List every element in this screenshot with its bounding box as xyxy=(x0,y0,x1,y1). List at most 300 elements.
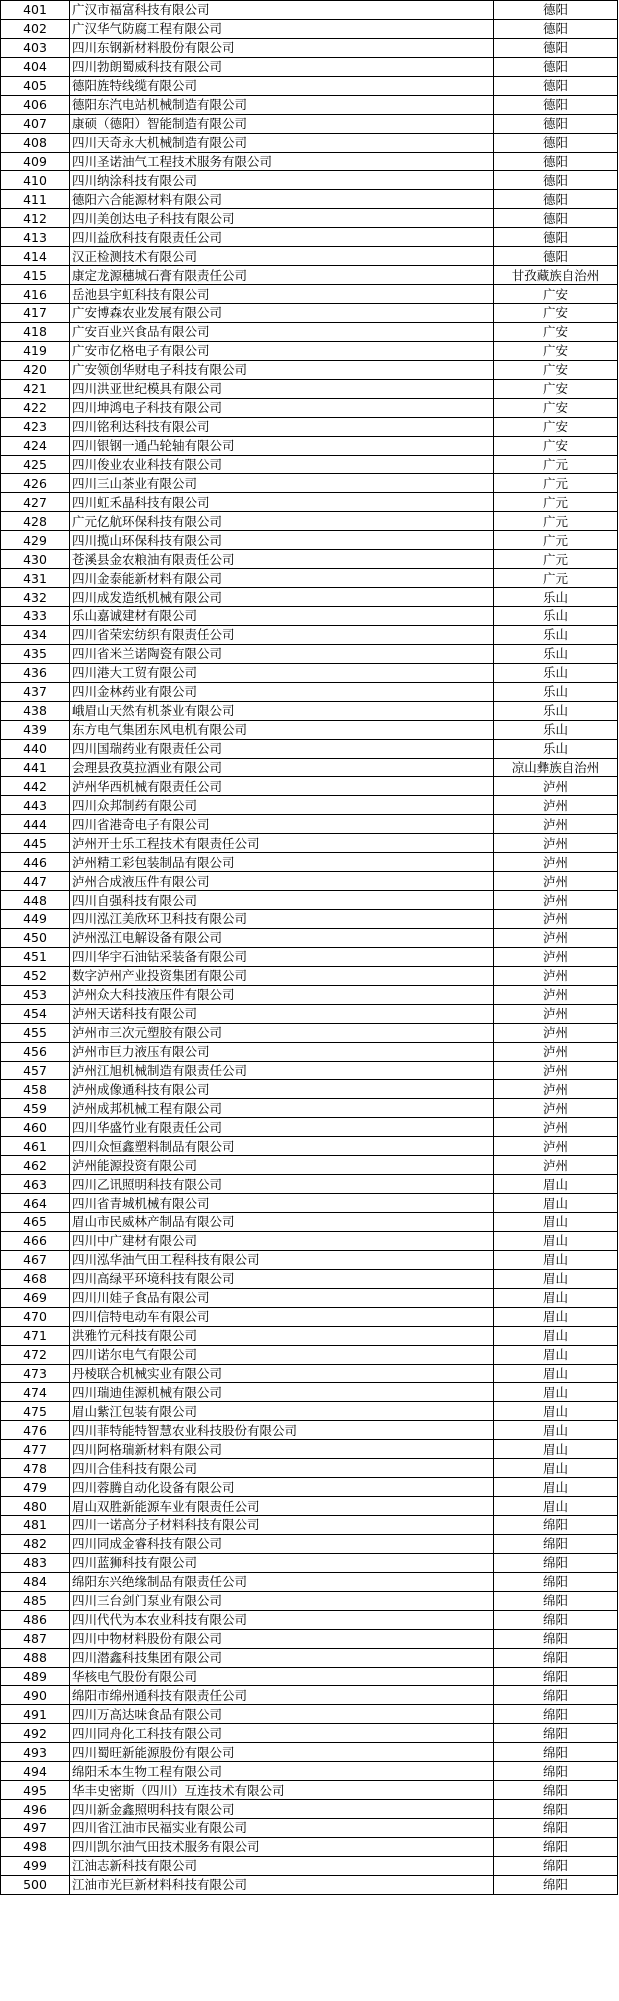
company-name: 四川天奇永大机械制造有限公司 xyxy=(70,133,494,152)
city-name: 德阳 xyxy=(494,209,618,228)
company-name: 泸州华西机械有限责任公司 xyxy=(70,777,494,796)
table-row xyxy=(1,1743,618,1762)
row-number: 480 xyxy=(1,1497,70,1516)
row-number: 486 xyxy=(1,1610,70,1629)
company-name: 四川菲特能特智慧农业科技股份有限公司 xyxy=(70,1421,494,1440)
company-name: 泸州市巨力液压有限公司 xyxy=(70,1042,494,1061)
table-row xyxy=(1,910,618,929)
company-name: 四川洪亚世纪模具有限公司 xyxy=(70,379,494,398)
table-row xyxy=(1,1269,618,1288)
table-row xyxy=(1,76,618,95)
city-name: 绵阳 xyxy=(494,1667,618,1686)
company-name: 四川蓉腾自动化设备有限公司 xyxy=(70,1478,494,1497)
row-number: 431 xyxy=(1,569,70,588)
city-name: 广安 xyxy=(494,398,618,417)
table-row xyxy=(1,1459,618,1478)
row-number: 473 xyxy=(1,1364,70,1383)
company-name: 四川代代为本农业科技有限公司 xyxy=(70,1610,494,1629)
city-name: 广元 xyxy=(494,455,618,474)
table-row xyxy=(1,1,618,20)
row-number: 445 xyxy=(1,834,70,853)
table-row xyxy=(1,569,618,588)
city-name: 绵阳 xyxy=(494,1610,618,1629)
table-row xyxy=(1,1819,618,1838)
row-number: 440 xyxy=(1,739,70,758)
company-name: 四川华盛竹业有限责任公司 xyxy=(70,1118,494,1137)
city-name: 绵阳 xyxy=(494,1553,618,1572)
table-row xyxy=(1,834,618,853)
row-number: 409 xyxy=(1,152,70,171)
company-name: 眉山紫江包装有限公司 xyxy=(70,1402,494,1421)
company-name: 四川凯尔油气田技术服务有限公司 xyxy=(70,1837,494,1856)
city-name: 泸州 xyxy=(494,834,618,853)
row-number: 406 xyxy=(1,95,70,114)
company-name: 四川新金鑫照明科技有限公司 xyxy=(70,1800,494,1819)
table-row xyxy=(1,588,618,607)
row-number: 488 xyxy=(1,1648,70,1667)
company-name: 广汉市福富科技有限公司 xyxy=(70,1,494,20)
company-name: 洪雅竹元科技有限公司 xyxy=(70,1326,494,1345)
city-name: 广安 xyxy=(494,360,618,379)
city-name: 绵阳 xyxy=(494,1800,618,1819)
company-name: 四川华宇石油钻采装备有限公司 xyxy=(70,947,494,966)
table-row xyxy=(1,190,618,209)
table-row xyxy=(1,607,618,626)
table-row xyxy=(1,1080,618,1099)
city-name: 眉山 xyxy=(494,1345,618,1364)
city-name: 眉山 xyxy=(494,1175,618,1194)
company-name: 广安领创华财电子科技有限公司 xyxy=(70,360,494,379)
table-row xyxy=(1,266,618,285)
row-number: 497 xyxy=(1,1819,70,1838)
city-name: 广安 xyxy=(494,304,618,323)
city-name: 眉山 xyxy=(494,1459,618,1478)
city-name: 广安 xyxy=(494,285,618,304)
row-number: 477 xyxy=(1,1440,70,1459)
company-name: 泸州天诺科技有限公司 xyxy=(70,1004,494,1023)
company-name: 四川泓江美欣环卫科技有限公司 xyxy=(70,910,494,929)
row-number: 403 xyxy=(1,38,70,57)
row-number: 474 xyxy=(1,1383,70,1402)
row-number: 419 xyxy=(1,341,70,360)
table-row xyxy=(1,1705,618,1724)
city-name: 泸州 xyxy=(494,796,618,815)
table-row xyxy=(1,872,618,891)
city-name: 德阳 xyxy=(494,114,618,133)
table-row xyxy=(1,1875,618,1894)
row-number: 460 xyxy=(1,1118,70,1137)
table-row xyxy=(1,1364,618,1383)
company-name: 四川美创达电子科技有限公司 xyxy=(70,209,494,228)
row-number: 408 xyxy=(1,133,70,152)
company-name: 四川万高达味食品有限公司 xyxy=(70,1705,494,1724)
city-name: 乐山 xyxy=(494,644,618,663)
company-name: 东方电气集团东风电机有限公司 xyxy=(70,720,494,739)
table-row xyxy=(1,1648,618,1667)
city-name: 乐山 xyxy=(494,625,618,644)
city-name: 德阳 xyxy=(494,38,618,57)
company-name: 四川三山茶业有限公司 xyxy=(70,474,494,493)
row-number: 458 xyxy=(1,1080,70,1099)
city-name: 泸州 xyxy=(494,872,618,891)
row-number: 453 xyxy=(1,985,70,1004)
city-name: 泸州 xyxy=(494,1137,618,1156)
city-name: 眉山 xyxy=(494,1307,618,1326)
row-number: 420 xyxy=(1,360,70,379)
row-number: 493 xyxy=(1,1743,70,1762)
row-number: 437 xyxy=(1,682,70,701)
company-name: 泸州能源投资有限公司 xyxy=(70,1156,494,1175)
row-number: 447 xyxy=(1,872,70,891)
row-number: 427 xyxy=(1,493,70,512)
table-row xyxy=(1,95,618,114)
company-name: 四川一诺高分子材料科技有限公司 xyxy=(70,1516,494,1535)
company-name: 康硕（德阳）智能制造有限公司 xyxy=(70,114,494,133)
row-number: 401 xyxy=(1,1,70,20)
city-name: 泸州 xyxy=(494,985,618,1004)
company-name: 四川自强科技有限公司 xyxy=(70,891,494,910)
company-name: 四川省港奇电子有限公司 xyxy=(70,815,494,834)
city-name: 眉山 xyxy=(494,1231,618,1250)
table-row xyxy=(1,1572,618,1591)
city-name: 眉山 xyxy=(494,1288,618,1307)
row-number: 426 xyxy=(1,474,70,493)
row-number: 404 xyxy=(1,57,70,76)
city-name: 乐山 xyxy=(494,588,618,607)
city-name: 眉山 xyxy=(494,1194,618,1213)
city-name: 德阳 xyxy=(494,95,618,114)
table-row xyxy=(1,1421,618,1440)
city-name: 泸州 xyxy=(494,1080,618,1099)
row-number: 459 xyxy=(1,1099,70,1118)
company-name: 泸州众大科技液压件有限公司 xyxy=(70,985,494,1004)
table-row xyxy=(1,341,618,360)
company-name: 四川合佳科技有限公司 xyxy=(70,1459,494,1478)
table-row xyxy=(1,1497,618,1516)
company-name: 四川省米兰诺陶瓷有限公司 xyxy=(70,644,494,663)
table-row xyxy=(1,57,618,76)
row-number: 435 xyxy=(1,644,70,663)
company-name: 四川同舟化工科技有限公司 xyxy=(70,1724,494,1743)
table-row xyxy=(1,1326,618,1345)
company-name: 泸州开士乐工程技术有限责任公司 xyxy=(70,834,494,853)
row-number: 436 xyxy=(1,663,70,682)
company-name: 四川信特电动车有限公司 xyxy=(70,1307,494,1326)
row-number: 446 xyxy=(1,853,70,872)
city-name: 绵阳 xyxy=(494,1516,618,1535)
table-row xyxy=(1,682,618,701)
company-name: 四川中物材料股份有限公司 xyxy=(70,1629,494,1648)
row-number: 414 xyxy=(1,247,70,266)
city-name: 德阳 xyxy=(494,76,618,95)
city-name: 绵阳 xyxy=(494,1837,618,1856)
city-name: 广元 xyxy=(494,512,618,531)
row-number: 457 xyxy=(1,1061,70,1080)
row-number: 492 xyxy=(1,1724,70,1743)
row-number: 439 xyxy=(1,720,70,739)
row-number: 410 xyxy=(1,171,70,190)
table-row xyxy=(1,1213,618,1232)
city-name: 乐山 xyxy=(494,663,618,682)
city-name: 绵阳 xyxy=(494,1648,618,1667)
city-name: 泸州 xyxy=(494,966,618,985)
company-name: 四川坤鸿电子科技有限公司 xyxy=(70,398,494,417)
table-row xyxy=(1,1440,618,1459)
row-number: 490 xyxy=(1,1686,70,1705)
table-row xyxy=(1,1307,618,1326)
company-name: 绵阳东兴绝缘制品有限责任公司 xyxy=(70,1572,494,1591)
table-row xyxy=(1,796,618,815)
row-number: 482 xyxy=(1,1534,70,1553)
table-row xyxy=(1,550,618,569)
city-name: 绵阳 xyxy=(494,1875,618,1894)
city-name: 泸州 xyxy=(494,891,618,910)
city-name: 泸州 xyxy=(494,1004,618,1023)
table-row xyxy=(1,853,618,872)
row-number: 455 xyxy=(1,1023,70,1042)
company-name: 德阳六合能源材料有限公司 xyxy=(70,190,494,209)
table-row xyxy=(1,1231,618,1250)
company-name: 广元亿航环保科技有限公司 xyxy=(70,512,494,531)
table-row xyxy=(1,493,618,512)
company-name: 四川港大工贸有限公司 xyxy=(70,663,494,682)
city-name: 绵阳 xyxy=(494,1762,618,1781)
city-name: 广元 xyxy=(494,531,618,550)
city-name: 德阳 xyxy=(494,1,618,20)
row-number: 425 xyxy=(1,455,70,474)
row-number: 500 xyxy=(1,1875,70,1894)
city-name: 乐山 xyxy=(494,607,618,626)
table-row xyxy=(1,1534,618,1553)
company-name: 四川潜鑫科技集团有限公司 xyxy=(70,1648,494,1667)
row-number: 468 xyxy=(1,1269,70,1288)
row-number: 461 xyxy=(1,1137,70,1156)
company-name: 四川中广建材有限公司 xyxy=(70,1231,494,1250)
table-row xyxy=(1,1250,618,1269)
row-number: 405 xyxy=(1,76,70,95)
company-table-body xyxy=(1,1,618,1895)
company-name: 四川益欣科技有限责任公司 xyxy=(70,228,494,247)
city-name: 德阳 xyxy=(494,171,618,190)
table-row xyxy=(1,625,618,644)
table-row xyxy=(1,1137,618,1156)
company-name: 华丰史密斯（四川）互连技术有限公司 xyxy=(70,1781,494,1800)
city-name: 绵阳 xyxy=(494,1686,618,1705)
row-number: 416 xyxy=(1,285,70,304)
company-name: 广安市亿格电子有限公司 xyxy=(70,341,494,360)
company-name: 数字泸州产业投资集团有限公司 xyxy=(70,966,494,985)
city-name: 乐山 xyxy=(494,701,618,720)
company-name: 四川众邦制药有限公司 xyxy=(70,796,494,815)
table-row xyxy=(1,1553,618,1572)
city-name: 泸州 xyxy=(494,1042,618,1061)
row-number: 424 xyxy=(1,436,70,455)
row-number: 443 xyxy=(1,796,70,815)
table-row xyxy=(1,19,618,38)
company-name: 四川金泰能新材料有限公司 xyxy=(70,569,494,588)
city-name: 绵阳 xyxy=(494,1705,618,1724)
table-row xyxy=(1,436,618,455)
company-name: 四川省青城机械有限公司 xyxy=(70,1194,494,1213)
city-name: 乐山 xyxy=(494,720,618,739)
company-name: 广安百业兴食品有限公司 xyxy=(70,322,494,341)
company-name: 康定龙源穗城石膏有限责任公司 xyxy=(70,266,494,285)
company-name: 泸州成邦机械工程有限公司 xyxy=(70,1099,494,1118)
company-name: 四川金林药业有限公司 xyxy=(70,682,494,701)
company-name: 德阳旌特线缆有限公司 xyxy=(70,76,494,95)
table-row xyxy=(1,1402,618,1421)
city-name: 德阳 xyxy=(494,190,618,209)
city-name: 德阳 xyxy=(494,247,618,266)
city-name: 广安 xyxy=(494,379,618,398)
city-name: 绵阳 xyxy=(494,1534,618,1553)
company-name: 泸州精工彩包装制品有限公司 xyxy=(70,853,494,872)
company-name: 四川川娃子食品有限公司 xyxy=(70,1288,494,1307)
company-name: 四川蜀旺新能源股份有限公司 xyxy=(70,1743,494,1762)
city-name: 眉山 xyxy=(494,1213,618,1232)
company-name: 泸州合成液压件有限公司 xyxy=(70,872,494,891)
table-row xyxy=(1,1856,618,1875)
company-name: 会理县孜莫拉酒业有限公司 xyxy=(70,758,494,777)
city-name: 泸州 xyxy=(494,1023,618,1042)
table-row xyxy=(1,1345,618,1364)
city-name: 泸州 xyxy=(494,947,618,966)
city-name: 德阳 xyxy=(494,228,618,247)
table-row xyxy=(1,455,618,474)
city-name: 眉山 xyxy=(494,1497,618,1516)
row-number: 418 xyxy=(1,322,70,341)
company-name: 四川省江油市民福实业有限公司 xyxy=(70,1819,494,1838)
company-name: 四川瑞迪佳源机械有限公司 xyxy=(70,1383,494,1402)
company-name: 四川省荣宏纺织有限责任公司 xyxy=(70,625,494,644)
table-row xyxy=(1,720,618,739)
row-number: 466 xyxy=(1,1231,70,1250)
company-name: 四川纳涂科技有限公司 xyxy=(70,171,494,190)
row-number: 479 xyxy=(1,1478,70,1497)
company-name: 眉山市民威林产制品有限公司 xyxy=(70,1213,494,1232)
city-name: 乐山 xyxy=(494,682,618,701)
table-row xyxy=(1,947,618,966)
table-row xyxy=(1,1516,618,1535)
row-number: 472 xyxy=(1,1345,70,1364)
company-name: 泸州成像通科技有限公司 xyxy=(70,1080,494,1099)
city-name: 广安 xyxy=(494,436,618,455)
city-name: 泸州 xyxy=(494,1156,618,1175)
city-name: 眉山 xyxy=(494,1402,618,1421)
row-number: 469 xyxy=(1,1288,70,1307)
table-row xyxy=(1,38,618,57)
row-number: 496 xyxy=(1,1800,70,1819)
table-row xyxy=(1,1591,618,1610)
table-row xyxy=(1,1629,618,1648)
city-name: 泸州 xyxy=(494,853,618,872)
row-number: 470 xyxy=(1,1307,70,1326)
row-number: 448 xyxy=(1,891,70,910)
company-name: 四川阿格瑞新材料有限公司 xyxy=(70,1440,494,1459)
company-name: 泸州泓江电解设备有限公司 xyxy=(70,928,494,947)
city-name: 眉山 xyxy=(494,1383,618,1402)
row-number: 495 xyxy=(1,1781,70,1800)
company-name: 四川俊业农业科技有限公司 xyxy=(70,455,494,474)
row-number: 452 xyxy=(1,966,70,985)
company-name: 四川乙讯照明科技有限公司 xyxy=(70,1175,494,1194)
row-number: 467 xyxy=(1,1250,70,1269)
table-row xyxy=(1,985,618,1004)
city-name: 广元 xyxy=(494,569,618,588)
city-name: 泸州 xyxy=(494,777,618,796)
table-row xyxy=(1,701,618,720)
city-name: 绵阳 xyxy=(494,1781,618,1800)
table-row xyxy=(1,928,618,947)
city-name: 泸州 xyxy=(494,815,618,834)
row-number: 462 xyxy=(1,1156,70,1175)
table-row xyxy=(1,1042,618,1061)
company-name: 四川虹禾晶科技有限公司 xyxy=(70,493,494,512)
row-number: 475 xyxy=(1,1402,70,1421)
row-number: 491 xyxy=(1,1705,70,1724)
row-number: 489 xyxy=(1,1667,70,1686)
city-name: 眉山 xyxy=(494,1326,618,1345)
table-row xyxy=(1,322,618,341)
table-row xyxy=(1,758,618,777)
company-name: 四川成发造纸机械有限公司 xyxy=(70,588,494,607)
city-name: 广元 xyxy=(494,474,618,493)
row-number: 451 xyxy=(1,947,70,966)
company-name: 四川诺尔电气有限公司 xyxy=(70,1345,494,1364)
table-row xyxy=(1,1837,618,1856)
row-number: 484 xyxy=(1,1572,70,1591)
row-number: 456 xyxy=(1,1042,70,1061)
city-name: 眉山 xyxy=(494,1421,618,1440)
city-name: 广元 xyxy=(494,493,618,512)
table-row xyxy=(1,1194,618,1213)
table-row xyxy=(1,815,618,834)
row-number: 483 xyxy=(1,1553,70,1572)
company-name: 四川同成金睿科技有限公司 xyxy=(70,1534,494,1553)
row-number: 444 xyxy=(1,815,70,834)
city-name: 广安 xyxy=(494,322,618,341)
table-row xyxy=(1,398,618,417)
row-number: 485 xyxy=(1,1591,70,1610)
table-row xyxy=(1,531,618,550)
table-row xyxy=(1,1004,618,1023)
row-number: 499 xyxy=(1,1856,70,1875)
city-name: 泸州 xyxy=(494,928,618,947)
table-row xyxy=(1,1762,618,1781)
table-row xyxy=(1,152,618,171)
table-row xyxy=(1,663,618,682)
company-name: 四川东钢新材料股份有限公司 xyxy=(70,38,494,57)
company-name: 四川揽山环保科技有限公司 xyxy=(70,531,494,550)
row-number: 411 xyxy=(1,190,70,209)
city-name: 乐山 xyxy=(494,739,618,758)
row-number: 415 xyxy=(1,266,70,285)
company-name: 眉山双胜新能源车业有限责任公司 xyxy=(70,1497,494,1516)
table-row xyxy=(1,247,618,266)
city-name: 绵阳 xyxy=(494,1572,618,1591)
company-name: 苍溪县金农粮油有限责任公司 xyxy=(70,550,494,569)
table-row xyxy=(1,1175,618,1194)
company-name: 广安博森农业发展有限公司 xyxy=(70,304,494,323)
row-number: 471 xyxy=(1,1326,70,1345)
table-row xyxy=(1,512,618,531)
table-row xyxy=(1,1781,618,1800)
company-name: 乐山嘉诚建材有限公司 xyxy=(70,607,494,626)
company-name: 江油市光巨新材料科技有限公司 xyxy=(70,1875,494,1894)
company-name: 四川高绿平环境科技有限公司 xyxy=(70,1269,494,1288)
city-name: 泸州 xyxy=(494,1118,618,1137)
city-name: 眉山 xyxy=(494,1478,618,1497)
